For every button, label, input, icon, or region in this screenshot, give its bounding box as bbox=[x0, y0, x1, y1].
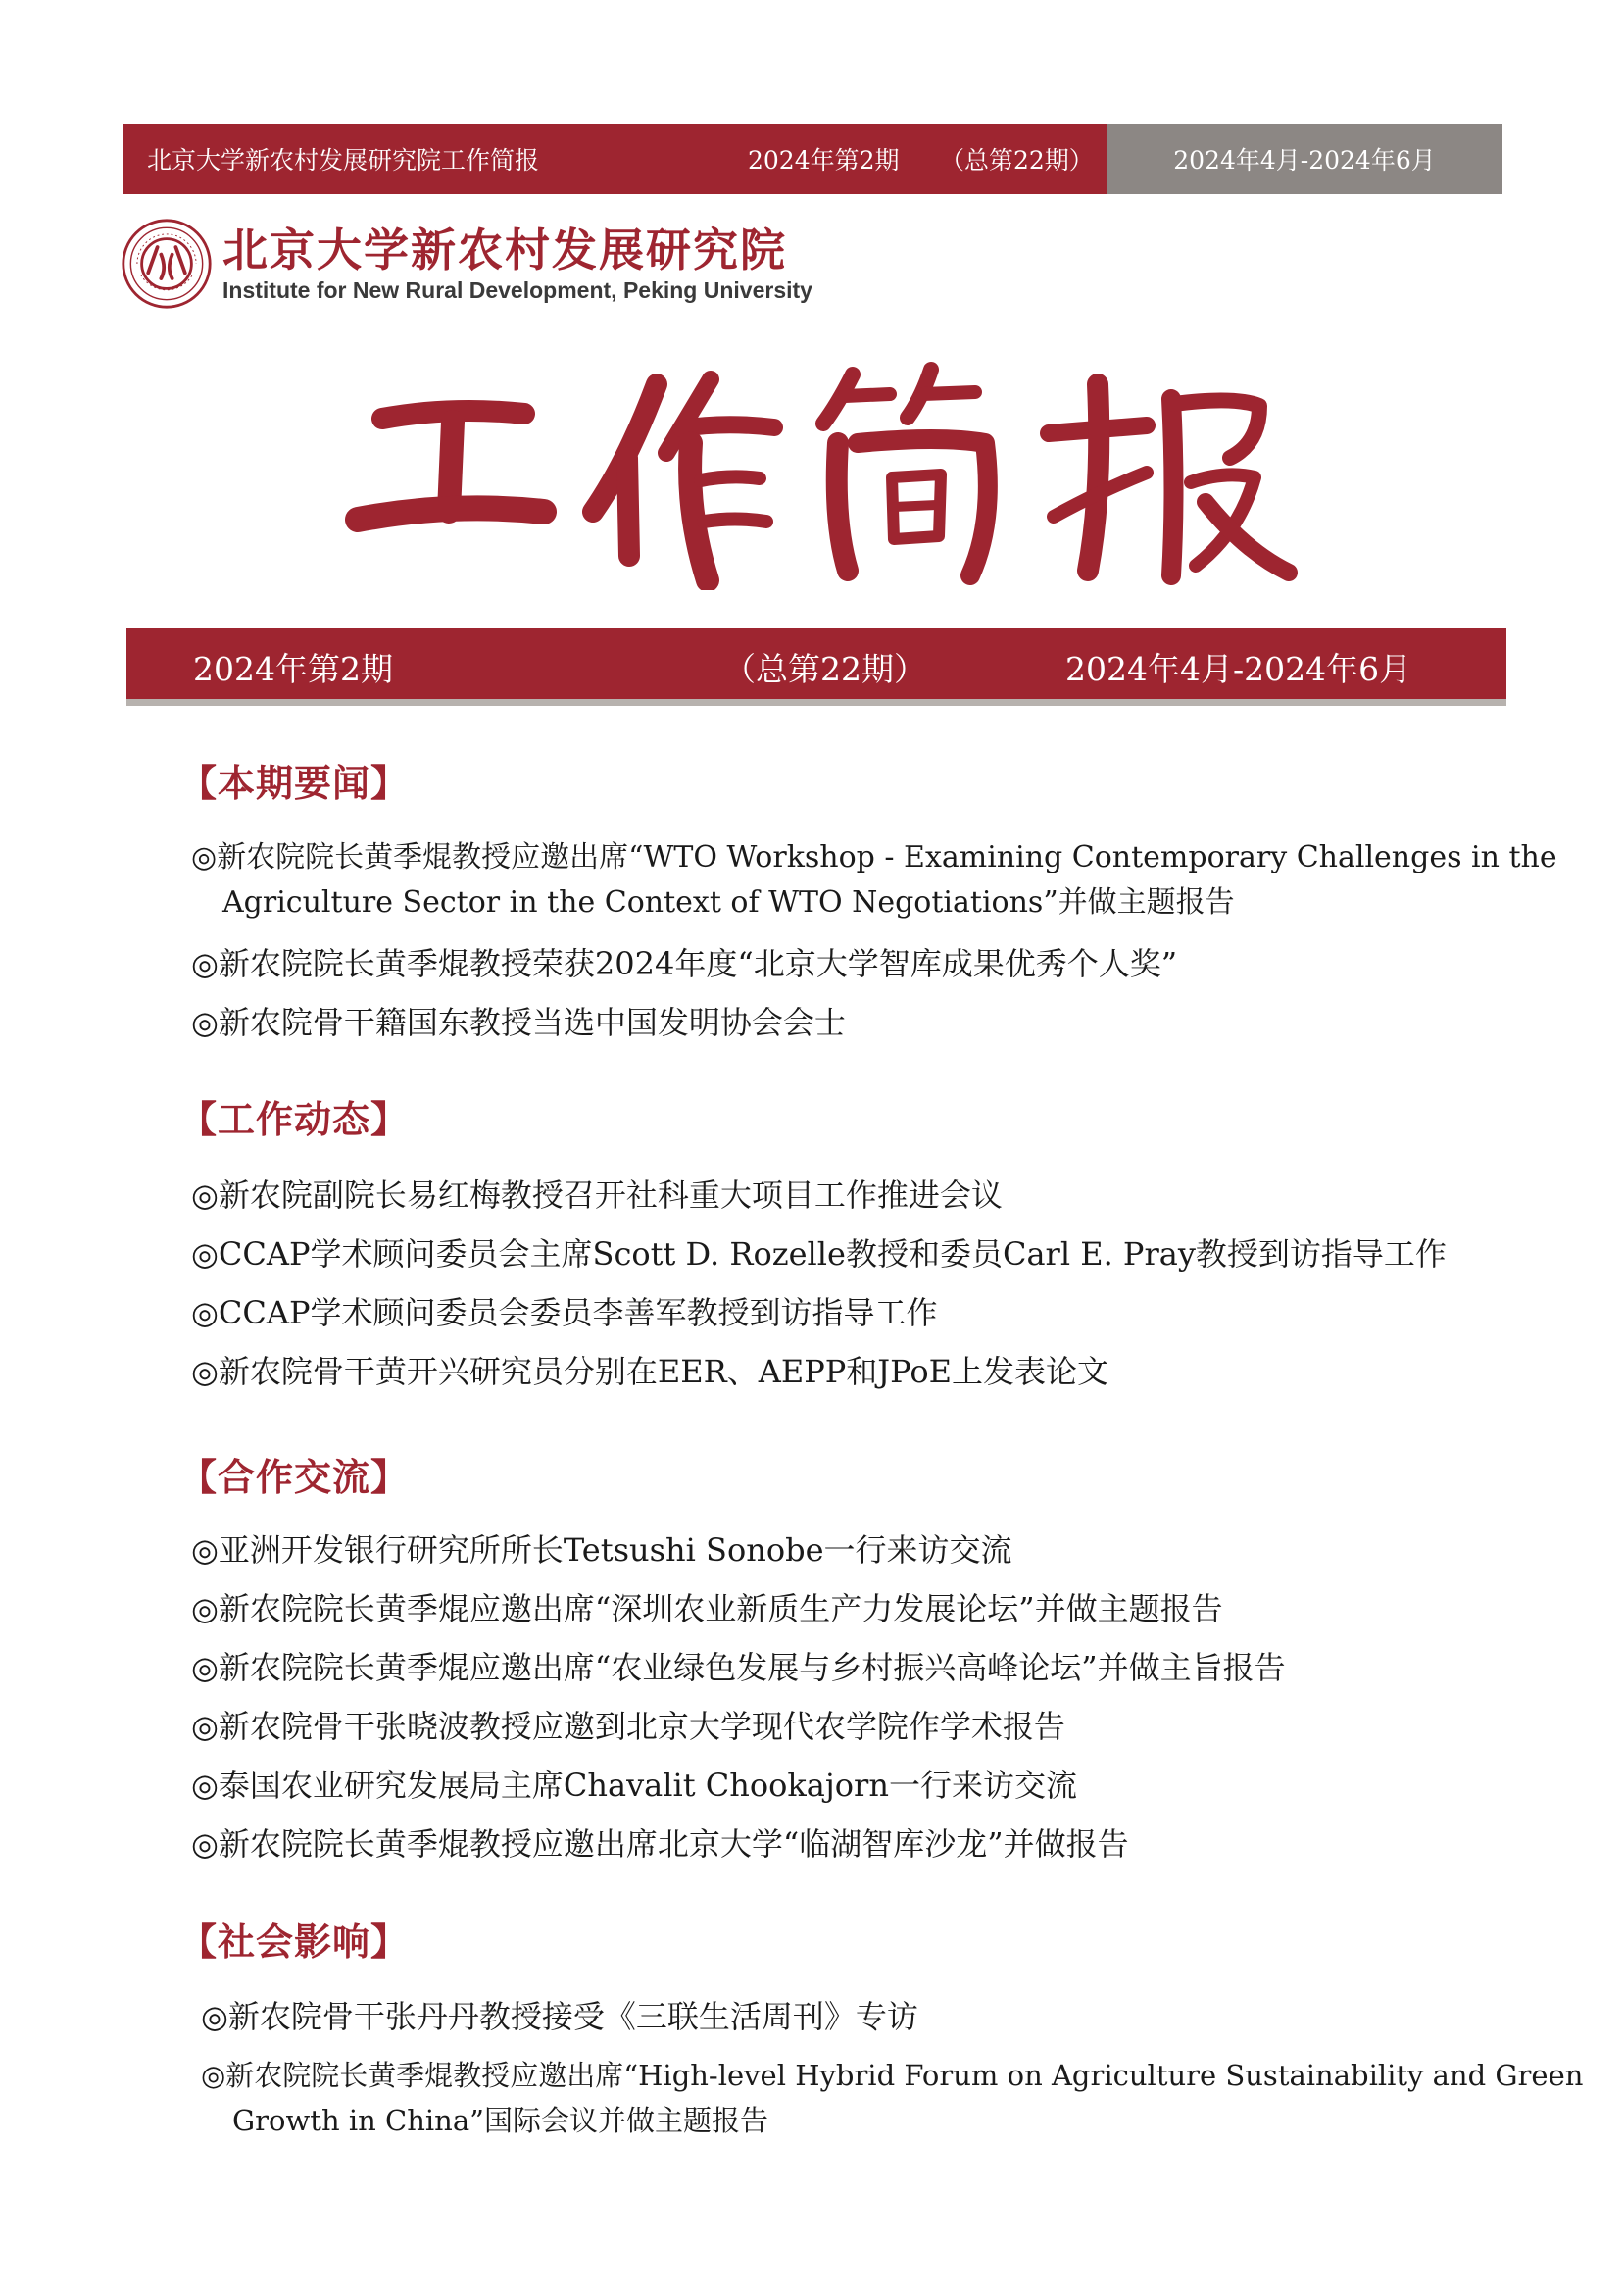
list-item bbox=[191, 1822, 1129, 1867]
section-title-work-updates: 【工作动态】 bbox=[179, 1098, 410, 1141]
list-item bbox=[201, 1994, 918, 2039]
top-header-bar bbox=[123, 124, 1502, 194]
list-item-text: ◎新农院院长黄季焜教授荣获2024年度“北京大学智库成果优秀个人奖” bbox=[191, 945, 1178, 982]
list-item bbox=[191, 1349, 1108, 1394]
list-item-text: ◎CCAP学术顾问委员会主席Scott D. Rozelle教授和委员Carl E. Pray教授到访指导工作 bbox=[191, 1235, 1447, 1273]
band-issue: 2024年第2期 bbox=[193, 650, 393, 688]
list-item bbox=[191, 835, 1557, 925]
list-item bbox=[191, 941, 1177, 986]
section-title-cooperation: 【合作交流】 bbox=[179, 1456, 410, 1499]
peking-university-seal-icon bbox=[121, 218, 213, 310]
list-item-text: ◎CCAP学术顾问委员会委员李善军教授到访指导工作 bbox=[191, 1294, 938, 1331]
top-header-red bbox=[123, 124, 1107, 194]
list-item bbox=[191, 1173, 1003, 1218]
list-item-text: ◎新农院院长黄季焜教授应邀出席北京大学“临湖智库沙龙”并做报告 bbox=[191, 1825, 1129, 1863]
list-item-line2: Growth in China”国际会议并做主题报告 bbox=[232, 2104, 768, 2137]
list-item-text: ◎新农院骨干张丹丹教授接受《三联生活周刊》专访 bbox=[201, 1998, 918, 2035]
masthead-calligraphy-title bbox=[343, 345, 1304, 590]
list-item-text: ◎新农院院长黄季焜应邀出席“深圳农业新质生产力发展论坛”并做主题报告 bbox=[191, 1590, 1223, 1627]
list-item bbox=[191, 1231, 1447, 1276]
list-item-text: ◎新农院副院长易红梅教授召开社科重大项目工作推进会议 bbox=[191, 1176, 1003, 1214]
top-header-period-box bbox=[1107, 124, 1502, 194]
list-item bbox=[191, 1645, 1286, 1690]
list-item bbox=[191, 1290, 938, 1335]
list-item bbox=[191, 1527, 1012, 1572]
list-item bbox=[201, 2053, 1583, 2143]
list-item-line1: ◎新农院院长黄季焜教授应邀出席“High-level Hybrid Forum on Agriculture Sustainability and Green bbox=[201, 2059, 1584, 2092]
list-item bbox=[191, 1000, 846, 1045]
issue-number: 2024年第2期 bbox=[748, 146, 900, 175]
band-total-issue: （总第22期） bbox=[723, 650, 926, 688]
list-item-text: ◎新农院骨干张晓波教授应邀到北京大学现代农学院作学术报告 bbox=[191, 1708, 1065, 1745]
logo-text bbox=[222, 224, 812, 304]
list-item-text: ◎新农院院长黄季焜应邀出席“农业绿色发展与乡村振兴高峰论坛”并做主旨报告 bbox=[191, 1649, 1286, 1686]
total-issue: （总第22期） bbox=[940, 146, 1094, 175]
list-item-text: ◎泰国农业研究发展局主席Chavalit Chookajorn一行来访交流 bbox=[191, 1767, 1077, 1804]
institute-name-cn: 北京大学新农村发展研究院 bbox=[222, 224, 787, 276]
publication-name: 北京大学新农村发展研究院工作简报 bbox=[147, 146, 540, 175]
list-item bbox=[191, 1704, 1065, 1749]
issue-band bbox=[126, 628, 1506, 699]
list-item-line2: Agriculture Sector in the Context of WTO Negotiations”并做主题报告 bbox=[222, 885, 1235, 920]
list-item-text: ◎亚洲开发银行研究所所长Tetsushi Sonobe一行来访交流 bbox=[191, 1531, 1012, 1569]
section-title-social-impact: 【社会影响】 bbox=[179, 1921, 410, 1964]
band-period: 2024年4月-2024年6月 bbox=[1065, 650, 1412, 688]
list-item-line1: ◎新农院院长黄季焜教授应邀出席“WTO Workshop - Examining Contemporary Challenges in the bbox=[191, 840, 1557, 874]
institute-name-en: Institute for New Rural Development, Peking University bbox=[222, 277, 812, 303]
list-item-text: ◎新农院骨干籍国东教授当选中国发明协会会士 bbox=[191, 1004, 846, 1041]
institute-logo bbox=[121, 218, 812, 310]
section-title-highlights: 【本期要闻】 bbox=[179, 762, 410, 805]
list-item bbox=[191, 1586, 1223, 1631]
list-item-text: ◎新农院骨干黄开兴研究员分别在EER、AEPP和JPoE上发表论文 bbox=[191, 1353, 1108, 1390]
issue-period: 2024年4月-2024年6月 bbox=[1173, 146, 1436, 175]
list-item bbox=[191, 1763, 1077, 1808]
